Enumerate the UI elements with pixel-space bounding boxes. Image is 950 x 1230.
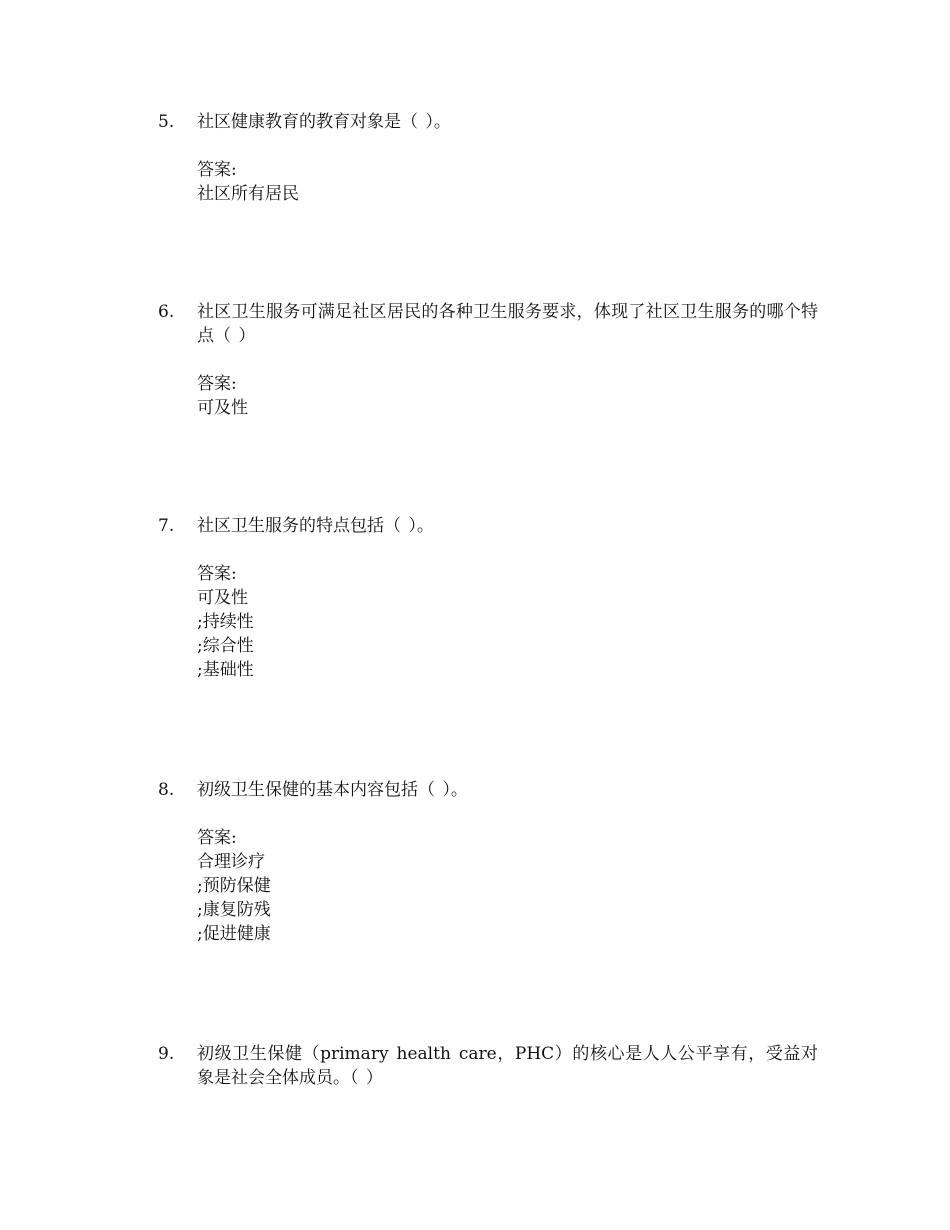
- question-text: 社区健康教育的教育对象是（ ）。: [197, 112, 451, 132]
- answer-option: 可及性: [197, 588, 248, 608]
- question-5: [158, 110, 818, 206]
- question-number: 6.: [158, 302, 175, 322]
- question-number: 8.: [158, 780, 175, 800]
- answer-block: [197, 826, 818, 946]
- question-row: [158, 110, 818, 134]
- question-row: [158, 1042, 818, 1090]
- question-number: 5.: [158, 112, 175, 132]
- question-number: 9.: [158, 1044, 175, 1064]
- answer-block: [197, 372, 818, 420]
- question-number: 7.: [158, 516, 175, 536]
- question-row: [158, 300, 818, 348]
- answer-option: ;促进健康: [197, 924, 271, 944]
- answer-label: 答案:: [197, 160, 237, 180]
- answer-option: 合理诊疗: [197, 852, 265, 872]
- answer-option: ;康复防残: [197, 900, 271, 920]
- question-8: [158, 778, 818, 946]
- answer-label: 答案:: [197, 828, 237, 848]
- answer-option: ;持续性: [197, 612, 254, 632]
- question-row: [158, 514, 818, 538]
- question-9: [158, 1042, 818, 1090]
- answer-option: ;预防保健: [197, 876, 271, 896]
- answer-label: 答案:: [197, 564, 237, 584]
- question-text: 初级卫生保健（primary health care，PHC）的核心是人人公平享有，受益对象是社会全体成员。（ ）: [197, 1044, 818, 1088]
- question-text: 社区卫生服务的特点包括（ ）。: [197, 516, 434, 536]
- question-6: [158, 300, 818, 420]
- answer-label: 答案:: [197, 374, 237, 394]
- answer-option: 社区所有居民: [197, 184, 299, 204]
- question-text: 初级卫生保健的基本内容包括（ ）。: [197, 780, 468, 800]
- answer-block: [197, 158, 818, 206]
- answer-option: 可及性: [197, 398, 248, 418]
- question-7: [158, 514, 818, 682]
- answer-option: ;综合性: [197, 636, 254, 656]
- answer-option: ;基础性: [197, 660, 254, 680]
- question-text: 社区卫生服务可满足社区居民的各种卫生服务要求，体现了社区卫生服务的哪个特点（ ）: [197, 302, 818, 346]
- question-row: [158, 778, 818, 802]
- answer-block: [197, 562, 818, 682]
